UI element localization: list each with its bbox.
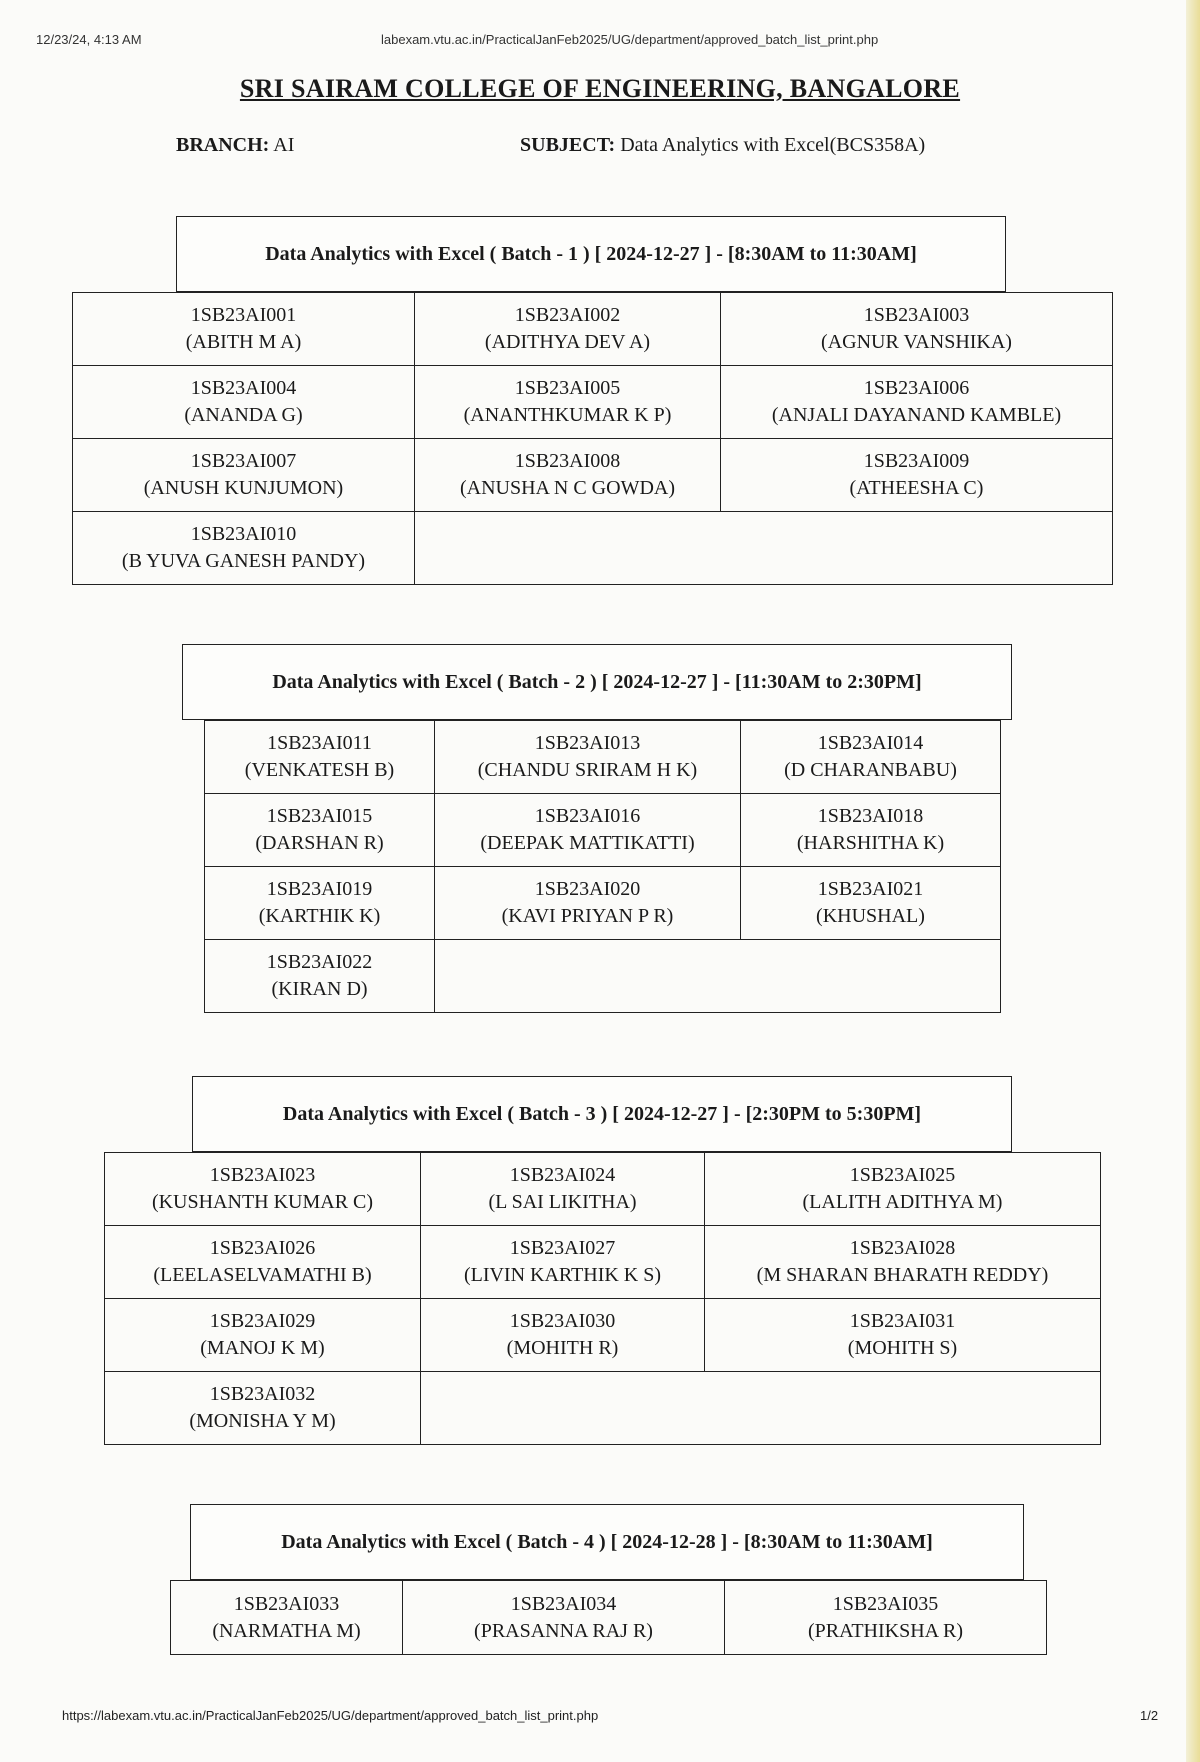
roll-number: 1SB23AI031 (849, 1310, 956, 1332)
roll-number: 1SB23AI011 (267, 732, 372, 754)
footer-url: https://labexam.vtu.ac.in/PracticalJanFeb2025/UG/department/approved_batch_list_print.php (62, 1708, 599, 1723)
roll-number: 1SB23AI014 (817, 732, 924, 754)
student-name: (LALITH ADITHYA M) (802, 1191, 1003, 1213)
roll-number: 1SB23AI005 (514, 377, 621, 399)
student-name: (ADITHYA DEV A) (484, 331, 651, 353)
student-cell (421, 1153, 705, 1226)
roll-number: 1SB23AI016 (534, 805, 641, 827)
batch-1-title: Data Analytics with Excel ( Batch - 1 ) [ 2024-12-27 ] - [8:30AM to 11:30AM] (176, 216, 1006, 292)
student-cell (171, 1581, 403, 1655)
empty-cell (435, 940, 1001, 1013)
roll-number: 1SB23AI021 (817, 878, 924, 900)
student-cell (741, 721, 1001, 794)
student-name: (LIVIN KARTHIK K S) (463, 1264, 662, 1286)
roll-number: 1SB23AI018 (817, 805, 924, 827)
student-cell (721, 439, 1113, 512)
roll-number: 1SB23AI032 (209, 1383, 316, 1405)
roll-number: 1SB23AI026 (209, 1237, 316, 1259)
student-cell (435, 867, 741, 940)
student-name: (DEEPAK MATTIKATTI) (480, 832, 695, 854)
student-cell (721, 293, 1113, 366)
student-cell (725, 1581, 1047, 1655)
roll-number: 1SB23AI035 (832, 1592, 939, 1615)
student-cell (205, 940, 435, 1013)
batch-4-title: Data Analytics with Excel ( Batch - 4 ) [ 2024-12-28 ] - [8:30AM to 11:30AM] (190, 1504, 1024, 1580)
student-cell (73, 439, 415, 512)
student-name: (ANUSH KUNJUMON) (143, 477, 344, 499)
roll-number: 1SB23AI004 (190, 377, 297, 399)
student-name: (MONISHA Y M) (189, 1410, 336, 1432)
roll-number: 1SB23AI024 (509, 1164, 616, 1186)
student-name: (KHUSHAL) (816, 905, 925, 927)
roll-number: 1SB23AI029 (209, 1310, 316, 1332)
student-name: (MOHITH R) (506, 1337, 619, 1359)
student-name: (M SHARAN BHARATH REDDY) (756, 1264, 1049, 1286)
roll-number: 1SB23AI007 (190, 450, 297, 472)
student-name: (ATHEESHA C) (849, 477, 984, 499)
branch-line (176, 134, 294, 157)
student-name: (HARSHITHA K) (796, 832, 945, 854)
roll-number: 1SB23AI006 (863, 377, 970, 399)
empty-cell (415, 512, 1113, 585)
student-name: (D CHARANBABU) (784, 759, 957, 781)
student-cell (705, 1226, 1101, 1299)
student-cell (705, 1299, 1101, 1372)
roll-number: 1SB23AI001 (190, 304, 297, 326)
subject-line (520, 134, 925, 157)
roll-number: 1SB23AI022 (266, 951, 373, 973)
roll-number: 1SB23AI028 (849, 1237, 956, 1259)
batch-3-table (104, 1152, 1101, 1445)
student-name: (MANOJ K M) (200, 1337, 325, 1359)
student-cell (741, 794, 1001, 867)
branch-label: BRANCH: (176, 134, 270, 156)
roll-number: 1SB23AI019 (266, 878, 373, 900)
student-name: (LEELASELVAMATHI B) (153, 1264, 372, 1286)
student-name: (AGNUR VANSHIKA) (821, 331, 1012, 353)
student-cell (415, 293, 721, 366)
student-cell (705, 1153, 1101, 1226)
empty-cell (421, 1372, 1101, 1445)
roll-number: 1SB23AI008 (514, 450, 621, 472)
student-name: (PRASANNA RAJ R) (474, 1619, 653, 1642)
student-name: (PRATHIKSHA R) (807, 1619, 964, 1642)
roll-number: 1SB23AI025 (849, 1164, 956, 1186)
student-name: (KUSHANTH KUMAR C) (151, 1191, 374, 1213)
student-name: (CHANDU SRIRAM H K) (477, 759, 698, 781)
student-name: (ABITH M A) (185, 331, 302, 353)
batch-4-table (170, 1580, 1047, 1655)
roll-number: 1SB23AI013 (534, 732, 641, 754)
student-name: (L SAI LIKITHA) (488, 1191, 637, 1213)
student-name: (ANANDA G) (184, 404, 303, 426)
student-name: (KIRAN D) (271, 978, 368, 1000)
roll-number: 1SB23AI020 (534, 878, 641, 900)
roll-number: 1SB23AI033 (233, 1592, 340, 1615)
batch-1-table (72, 292, 1113, 585)
student-name: (MOHITH S) (847, 1337, 958, 1359)
student-cell (73, 512, 415, 585)
student-cell (435, 794, 741, 867)
student-cell (741, 867, 1001, 940)
page-number: 1/2 (1140, 1708, 1159, 1723)
student-cell (205, 721, 435, 794)
roll-number: 1SB23AI002 (514, 304, 621, 326)
roll-number: 1SB23AI015 (266, 805, 373, 827)
student-cell (415, 439, 721, 512)
student-name: (NARMATHA M) (212, 1619, 361, 1642)
roll-number: 1SB23AI034 (510, 1592, 617, 1615)
batch-2-title: Data Analytics with Excel ( Batch - 2 ) [ 2024-12-27 ] - [11:30AM to 2:30PM] (182, 644, 1012, 720)
student-name: (KAVI PRIYAN P R) (501, 905, 674, 927)
print-url: labexam.vtu.ac.in/PracticalJanFeb2025/UG/department/approved_batch_list_print.php (381, 32, 879, 47)
student-cell (205, 867, 435, 940)
student-cell (435, 721, 741, 794)
student-cell (421, 1226, 705, 1299)
student-cell (105, 1299, 421, 1372)
student-cell (73, 293, 415, 366)
subject-label: SUBJECT: (520, 134, 616, 156)
roll-number: 1SB23AI023 (209, 1164, 316, 1186)
roll-number: 1SB23AI003 (863, 304, 970, 326)
roll-number: 1SB23AI009 (863, 450, 970, 472)
student-cell (421, 1299, 705, 1372)
student-name: (DARSHAN R) (255, 832, 384, 854)
roll-number: 1SB23AI027 (509, 1237, 616, 1259)
student-name: (ANANTHKUMAR K P) (463, 404, 672, 426)
student-cell (105, 1226, 421, 1299)
student-cell (73, 366, 415, 439)
student-name: (B YUVA GANESH PANDY) (121, 550, 366, 572)
student-cell (105, 1153, 421, 1226)
page-edge (1186, 0, 1200, 1762)
branch-value: AI (273, 134, 295, 156)
college-title: SRI SAIRAM COLLEGE OF ENGINEERING, BANGALORE (239, 74, 961, 103)
roll-number: 1SB23AI030 (509, 1310, 616, 1332)
student-cell (415, 366, 721, 439)
student-name: (ANJALI DAYANAND KAMBLE) (771, 404, 1062, 426)
roll-number: 1SB23AI010 (190, 523, 297, 545)
student-cell (721, 366, 1113, 439)
student-name: (KARTHIK K) (258, 905, 381, 927)
student-cell (105, 1372, 421, 1445)
student-cell (403, 1581, 725, 1655)
batch-3-title: Data Analytics with Excel ( Batch - 3 ) [ 2024-12-27 ] - [2:30PM to 5:30PM] (192, 1076, 1012, 1152)
print-timestamp: 12/23/24, 4:13 AM (36, 32, 142, 47)
student-cell (205, 794, 435, 867)
batch-2-table (204, 720, 1001, 1013)
subject-value: Data Analytics with Excel(BCS358A) (620, 134, 926, 156)
student-name: (ANUSHA N C GOWDA) (460, 477, 675, 499)
student-name: (VENKATESH B) (244, 759, 395, 781)
